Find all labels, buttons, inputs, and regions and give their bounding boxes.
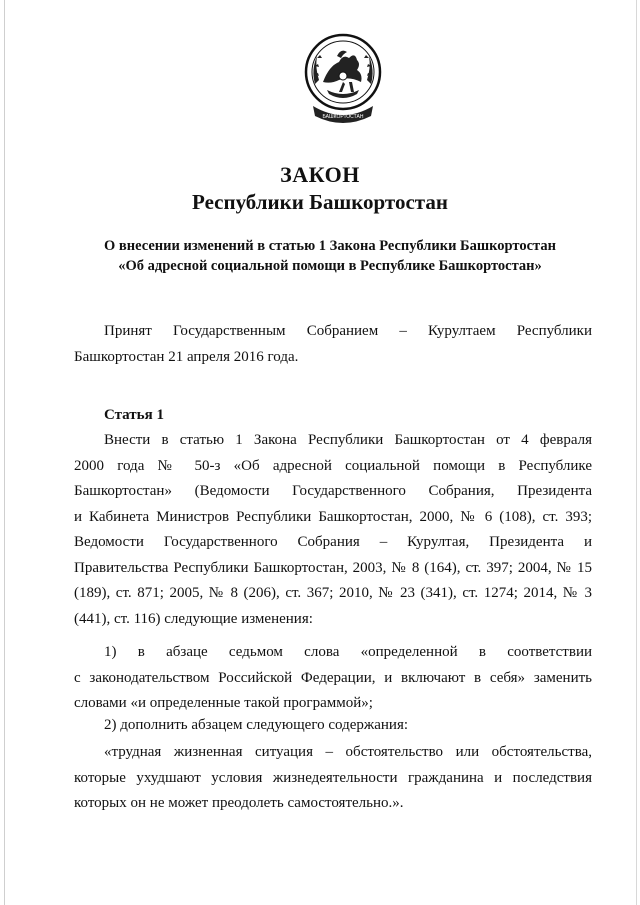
intro-line: и Кабинета Министров Республики Башкортостан, 2000, № 6 (108), ст. 393; — [74, 508, 592, 525]
scan-edge-right — [636, 0, 637, 905]
item1-line: 1) в абзаце седьмом слова «определенной в соответствии — [104, 644, 592, 660]
quote-line: которых он не может преодолеть самостоятельно.». — [74, 795, 404, 811]
emblem-ribbon-text: БАШКОРТОСТАН — [322, 114, 364, 120]
intro-line: (441), ст. 116) следующие изменения: — [74, 610, 313, 627]
bashkortostan-emblem-icon — [303, 32, 383, 130]
document-subtitle: Республики Башкортостан — [192, 190, 448, 214]
item1-line: с законодательством Российской Федерации, и включают в себя» заменить — [74, 669, 592, 686]
adoption-line-1: Принят Государственным Собранием – Курултаем Республики — [104, 323, 592, 339]
law-name-line-2: «Об адресной социальной помощи в Республике Башкортостан» — [118, 258, 542, 274]
adoption-line-2: Башкортостан 21 апреля 2016 года. — [74, 348, 299, 365]
quote-line: «трудная жизненная ситуация – обстоятельство или обстоятельства, — [104, 744, 592, 760]
intro-line: 2000 года № 50-з «Об адресной социальной помощи в Республике — [74, 457, 592, 474]
amendment-item-1 — [74, 640, 592, 717]
intro-line: Внести в статью 1 Закона Республики Башкортостан от 4 февраля — [104, 432, 592, 448]
article-heading: Статья 1 — [104, 407, 164, 423]
intro-line: Ведомости Государственного Собрания – Курултая, Президента и — [74, 534, 592, 550]
amendment-item-2 — [74, 713, 592, 739]
law-name-line-1: О внесении изменений в статью 1 Закона Республики Башкортостан — [104, 238, 556, 254]
item1-line: словами «и определенные такой программой»; — [74, 695, 373, 711]
item2-line: 2) дополнить абзацем следующего содержания: — [104, 717, 409, 733]
intro-line: Правительства Республики Башкортостан, 2003, № 8 (164), ст. 397; 2004, № 15 — [74, 559, 592, 576]
document-title: ЗАКОН — [280, 162, 360, 187]
intro-line: (189), ст. 871; 2005, № 8 (206), ст. 367; 2010, № 23 (341), ст. 1274; 2014, № 3 — [74, 585, 592, 601]
adoption-statement — [74, 319, 592, 370]
article-intro — [74, 428, 592, 632]
amendment-quote — [74, 740, 592, 817]
scan-edge-left — [4, 0, 5, 905]
intro-line: Башкортостан» (Ведомости Государственного Собрания, Президента — [74, 483, 592, 499]
quote-line: которые ухудшают условия жизнедеятельности гражданина и последствия — [74, 769, 592, 786]
